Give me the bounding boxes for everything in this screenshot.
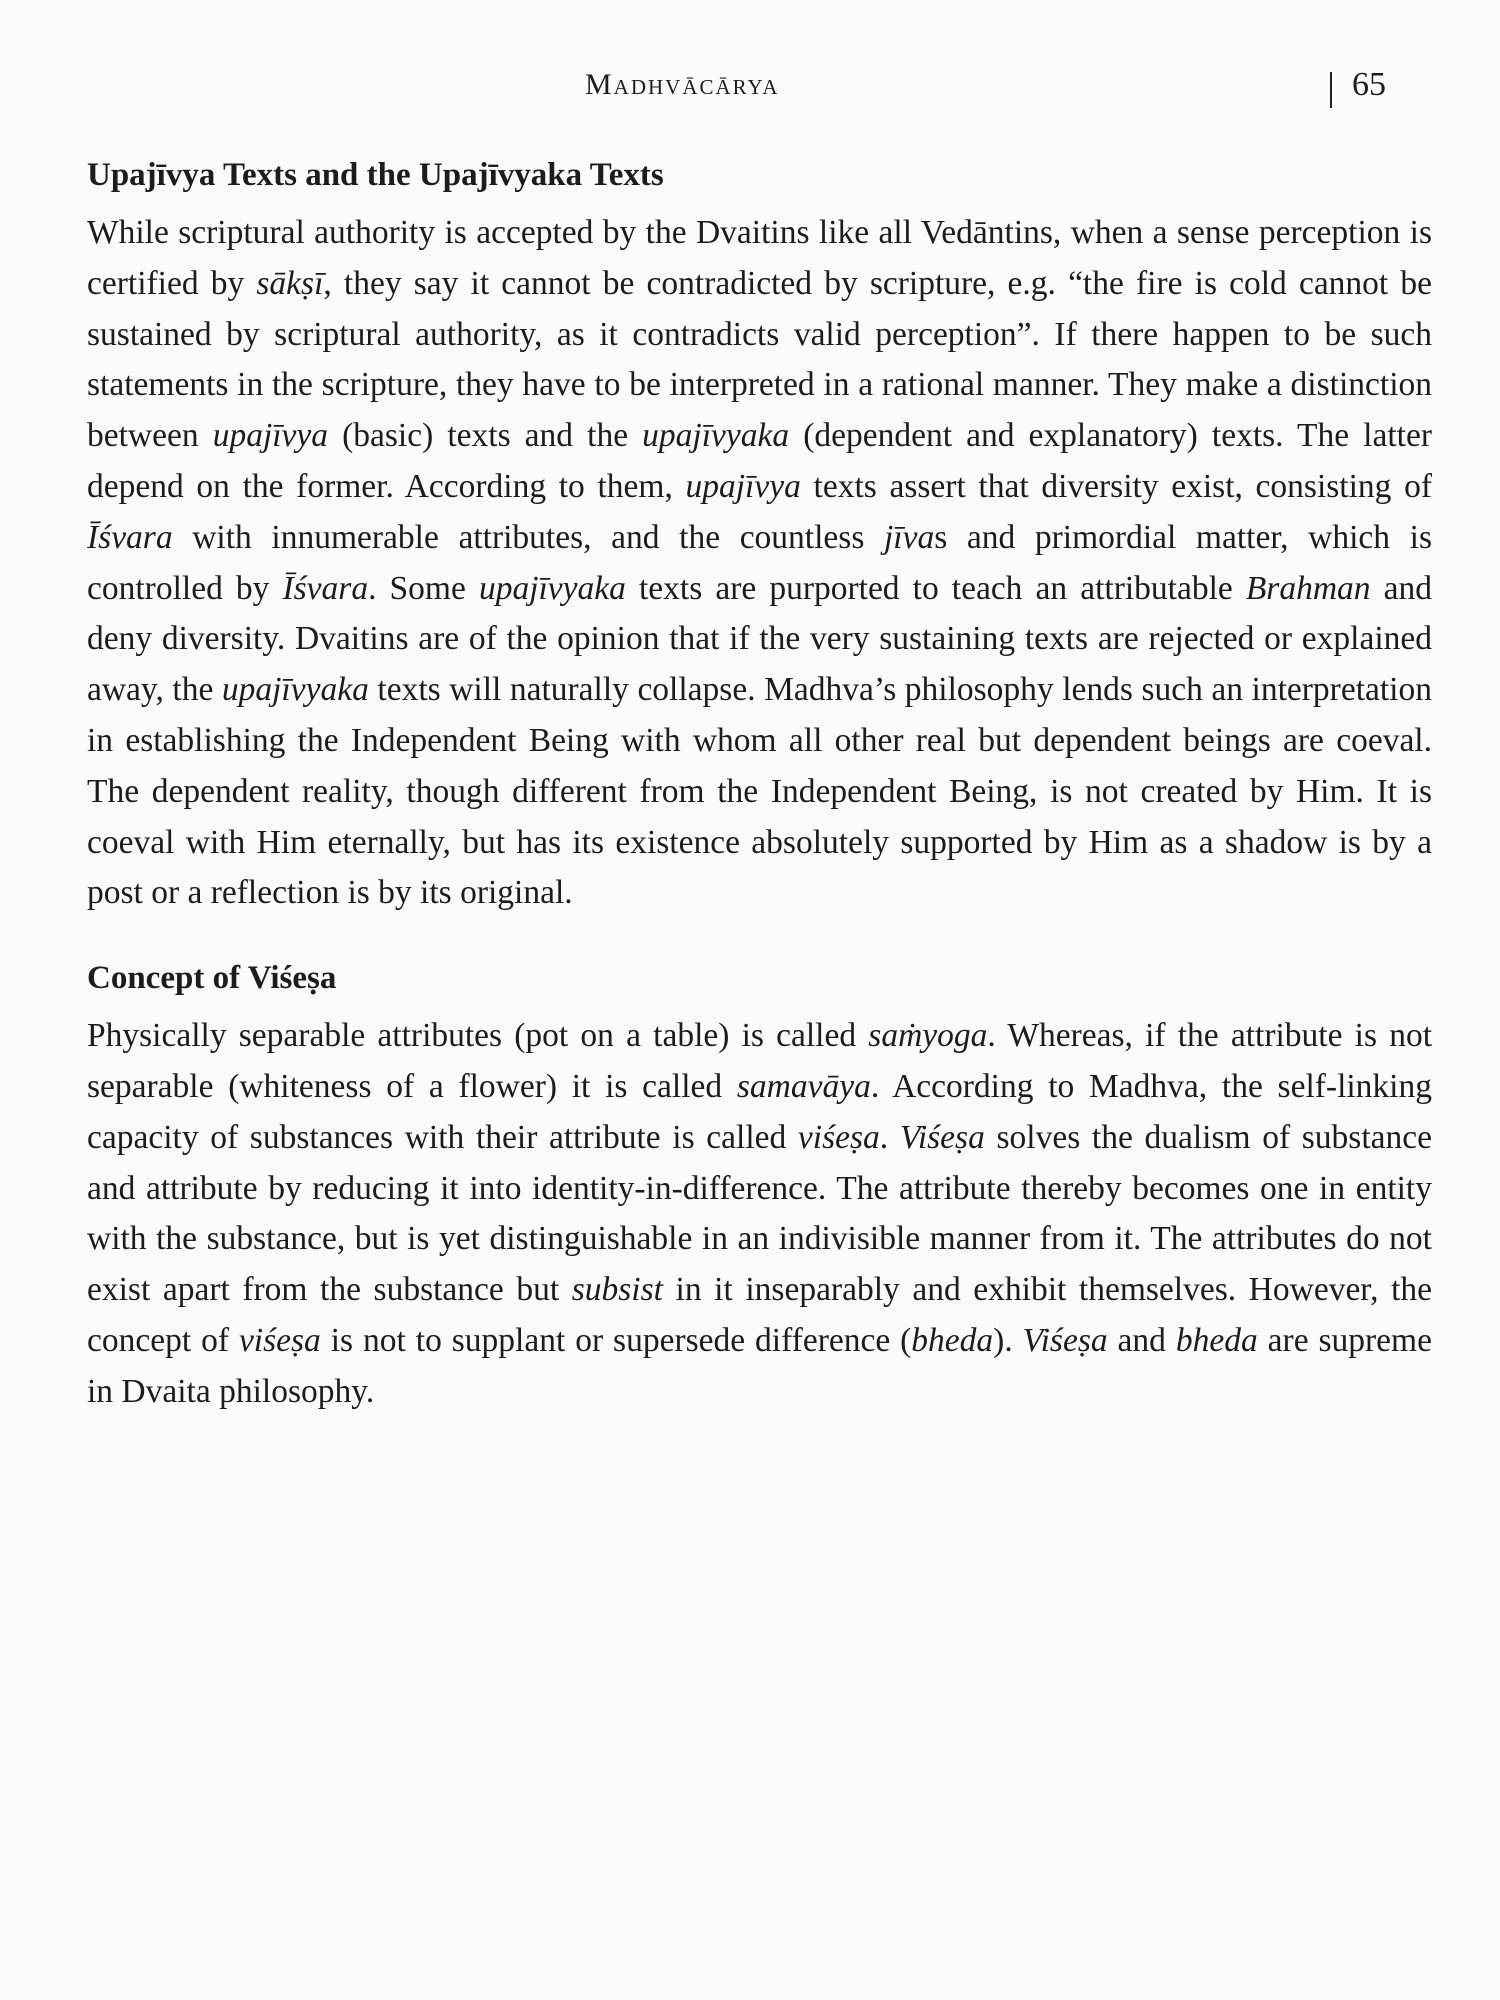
running-head (0, 68, 1500, 108)
section-heading: Upajīvya Texts and the Upajīvyaka Texts (87, 157, 664, 193)
page-number: 65 (1352, 66, 1386, 103)
section-visesa (87, 953, 1432, 1417)
italic-term: bheda (1175, 1321, 1258, 1359)
italic-term: upajīvyaka (478, 569, 626, 607)
paragraph: While scriptural authority is accepted by the Dvaitins like all Vedāntins, when a sense perception is certified by sākṣī, they say it cannot be contradicted by scripture, e.g. “the fire is cold cannot be sustained by scriptural authority, as it contradicts valid perception”. If there happen to be such statements in the scripture, they have to be interpreted in a rational manner. They make a distinction between upajīvya (basic) texts and the upajīvyaka (dependent and explanatory) texts. The latter depend on the former. According to them, upajīvya texts assert that diversity exist, consisting of Īśvara with innumerable attributes, and the countless jīvas and primordial matter, which is controlled by Īśvara. Some upajīvyaka texts are purported to teach an attributable Brahman and deny diversity. Dvaitins are of the opinion that if the very sustaining texts are rejected or explained away, the upajīvyaka texts will naturally collapse. Madhva’s philosophy lends such an interpretation in establishing the Independent Being with whom all other real but dependent beings are coeval. The dependent reality, though different from the Independent Being, is not created by Him. It is coeval with Him eternally, but has its existence absolutely supported by Him as a shadow is by a post or a reflection is by its original. (87, 214, 1433, 912)
italic-term: jīva (884, 518, 935, 556)
italic-term: samavāya (736, 1067, 871, 1105)
italic-term: viśeṣa (797, 1118, 880, 1156)
paragraph: Physically separable attributes (pot on a table) is called saṁyoga. Whereas, if the attribute is not separable (whiteness of a flower) it is called samavāya. According to Madhva, the self-linking capacity of substances with their attribute is called viśeṣa. Viśeṣa solves the dualism of substance and attribute by reducing it into identity-in-difference. The attribute thereby becomes one in entity with the substance, but is yet distinguishable in an indivisible manner from it. The attributes do not exist apart from the substance but subsist in it inseparably and exhibit themselves. However, the concept of viśeṣa is not to supplant or supersede difference (bheda). Viśeṣa and bheda are supreme in Dvaita philosophy. (87, 1017, 1433, 1410)
italic-term: saṁyoga (868, 1017, 988, 1055)
italic-term: subsist (571, 1271, 663, 1309)
header-divider (1330, 72, 1332, 108)
italic-term: bheda (911, 1321, 994, 1359)
page-body (87, 150, 1432, 1418)
italic-term: viśeṣa (238, 1321, 321, 1359)
running-title: Madhvācārya (585, 68, 780, 101)
section-upajivya (87, 150, 1432, 919)
italic-term: upajīvya (685, 467, 801, 505)
italic-term: upajīvyaka (642, 417, 790, 455)
italic-term: sākṣī (256, 264, 324, 302)
italic-term: Īśvara (87, 518, 173, 556)
italic-term: Viśeṣa (1022, 1321, 1108, 1359)
italic-term: Viśeṣa (899, 1118, 985, 1156)
italic-term: upajīvyaka (221, 671, 369, 709)
section-heading: Concept of Viśeṣa (87, 960, 337, 997)
italic-term: Brahman (1245, 569, 1371, 607)
italic-term: upajīvya (212, 417, 329, 455)
italic-term: Īśvara (282, 569, 369, 607)
